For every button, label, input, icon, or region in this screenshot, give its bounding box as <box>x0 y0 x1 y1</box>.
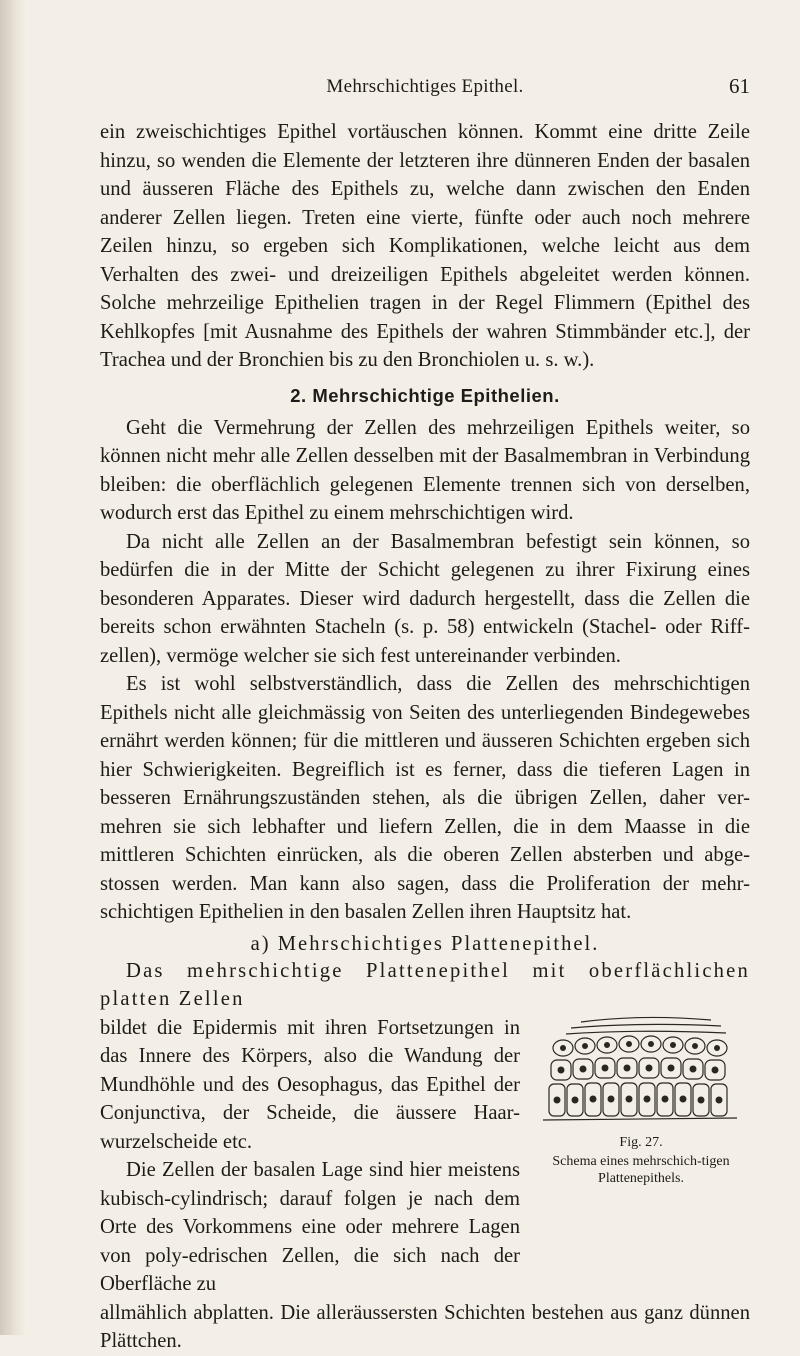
figure-label: Fig. 27. <box>619 1134 663 1150</box>
paragraph-4: Es ist wohl selbstverständlich, dass die Zellen des mehrschichtigen Epithels nicht alle gleichmässig von Seiten des unterliegenden Bindegewebes ernährt werden können; für die mittleren und äusseren Schichten ergeben sich hier Schwierigkeiten. Begreiflich ist es ferner, dass die tieferen Lagen in besseren Ernährungszuständen stehen, als die übrigen Zellen, daher ver-mehren sie sich lebhafter und liefern Zellen, die in dem Maasse in die mittleren Schichten einrücken, als die oberen Zellen absterben und abge-stossen werden. Man kann also sagen, dass die Proliferation der mehr-schichtigen Epithelien in den basalen Zellen ihren Hauptsitz hat. <box>100 673 750 923</box>
section-heading: 2. Mehrschichtige Epithelien. <box>290 384 560 406</box>
emphasized-term: Das mehrschichtige Plattenepithel mit oberflächlichen platten Zellen <box>100 959 750 1010</box>
paragraph-3: Da nicht alle Zellen an der Basalmembran befestigt sein können, so bedürfen die in der Mitte der Schicht gelegenen zu ihrer Fixirung eines besonderen Apparates. Dieser wird dadurch hergestellt, dass die Zellen die bereits schon erwähnten Stacheln (s. p. 58) entwickeln (Stachel- oder Riff-zellen), vermöge welcher sie sich fest untereinander verbinden. <box>100 530 750 667</box>
paragraph-5 <box>100 957 750 1014</box>
paragraph-6: Die Zellen der basalen Lage sind hier meistens kubisch-cylindrisch; darauf folgen je nach dem Orte des Vorkommens eine oder mehrere Lagen von poly-edrischen Zellen, die sich nach der Oberfläche zu <box>100 1159 520 1295</box>
paragraph-2: Geht die Vermehrung der Zellen des mehrzeiligen Epithels weiter, so können nicht mehr alle Zellen desselben mit der Basalmembran in Verbindung bleiben: die oberflächlich gelegenen Elemente trennen sich von derselben, wodurch erst das Epithel zu einem mehrschichtigen wird. <box>100 416 750 524</box>
figure-caption: Schema eines mehrschich-tigen Plattenepithels. <box>552 1153 730 1186</box>
figure-wrap-region <box>100 1014 750 1356</box>
running-title: Mehrschichtiges Epithel. <box>326 76 524 97</box>
paragraph-1: ein zweischichtiges Epithel vortäuschen können. Kommt eine dritte Zeile hinzu, so wenden die Elemente der letzteren ihre dünneren Enden der basalen und äusseren Fläche des Epithels zu, welche dann zwischen den Enden anderer Zellen liegen. Treten eine vierte, fünfte oder auch noch mehrere Zeilen hinzu, so ergeben sich Komplikationen, welche leicht aus dem Verhalten des zwei- und dreizeiligen Epithels abgeleitet werden können. Solche mehrzeilige Epithelien tragen in der Regel Flimmern (Epithel des Kehlkopfes [mit Ausnahme des Epithels der wahren Stimmbänder etc.], der Trachea und der Bronchien bis zu den Bronchiolen u. s. w.). <box>100 121 750 371</box>
page-number: 61 <box>729 74 750 98</box>
figure-27 <box>532 1014 750 1187</box>
wrapped-text-column <box>100 1014 520 1299</box>
paragraph-6-continued: allmählich abplatten. Die alleräussersten Schichten bestehen aus ganz dünnen Plättchen. <box>100 1301 750 1352</box>
page-gutter-shadow <box>0 0 26 1335</box>
subsection-heading: a) Mehrschichtiges Plattenepithel. <box>250 932 600 955</box>
stratified-epithelium-illustration <box>541 1014 741 1132</box>
paragraph-5-continued: bildet die Epidermis mit ihren Fortsetzungen in das Innere des Körpers, also die Wandung der Mundhöhle und des Oesophagus, das Epithel der Conjunctiva, der Scheide, die äussere Haar-wurzelscheide etc. <box>100 1016 520 1153</box>
page-header <box>100 76 750 106</box>
page-body <box>100 118 750 1356</box>
